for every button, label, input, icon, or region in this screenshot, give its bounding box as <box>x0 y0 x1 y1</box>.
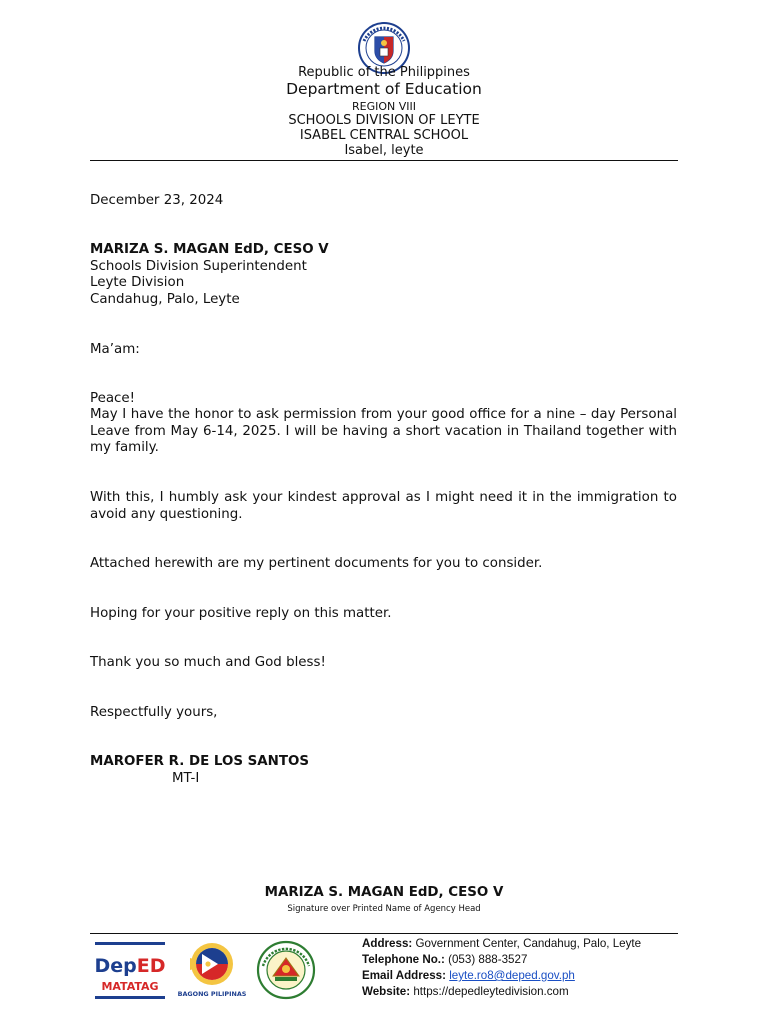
deped-matatag-logo-icon <box>94 940 166 1000</box>
body-paragraph: With this, I humbly ask your kindest approval as I might need it in the immigration to avoid any questioning. <box>90 490 677 522</box>
bagong-pilipinas-logo-icon <box>176 936 248 998</box>
body-paragraph: Attached herewith are my pertinent documents for you to consider. <box>90 556 543 571</box>
recipient-name: MARIZA S. MAGAN EdD, CESO V <box>90 242 329 257</box>
sender-name: MAROFER R. DE LOS SANTOS <box>90 754 310 769</box>
signature-caption: Signature over Printed Name of Agency Head <box>287 904 481 914</box>
footer-address <box>362 937 641 950</box>
header-divider <box>90 160 678 161</box>
telephone-value: (053) 888-3527 <box>448 953 528 966</box>
closing: Respectfully yours, <box>90 705 218 720</box>
footer-telephone <box>362 953 527 966</box>
school-location: Isabel, leyte <box>344 143 424 158</box>
website-value: https://depedleytedivision.com <box>413 985 569 998</box>
school-name: ISABEL CENTRAL SCHOOL <box>299 128 469 143</box>
email-label: Email Address: <box>362 969 446 982</box>
division-label: SCHOOLS DIVISION OF LEYTE <box>288 113 480 128</box>
address-value: Government Center, Candahug, Palo, Leyte <box>415 937 642 950</box>
department-title: Department of Education <box>286 80 482 98</box>
region-label: REGION VIII <box>351 100 416 113</box>
email-link[interactable]: leyte.ro8@deped.gov.ph <box>449 969 575 982</box>
letter-date: December 23, 2024 <box>90 193 224 208</box>
telephone-label: Telephone No.: <box>362 953 445 966</box>
salutation: Ma’am: <box>90 342 140 357</box>
footer-website <box>362 985 569 998</box>
division-of-leyte-seal-icon <box>253 940 319 1000</box>
recipient-division: Leyte Division <box>90 275 185 290</box>
body-paragraph: Hoping for your positive reply on this matter. <box>90 606 392 621</box>
svg-text:DepED: DepED <box>94 955 166 977</box>
address-label: Address: <box>362 937 413 950</box>
agency-head-name: MARIZA S. MAGAN EdD, CESO V <box>264 885 504 900</box>
greeting: Peace! <box>90 391 136 406</box>
republic-label: Republic of the Philippines <box>298 65 470 80</box>
footer-email <box>362 969 575 982</box>
body-paragraph: May I have the honor to ask permission from your good office for a nine – day Personal Leave from May 6-14, 2025. I will be having a short vacation in Thailand together with my family. <box>90 407 677 455</box>
website-label: Website: <box>362 985 411 998</box>
body-paragraph: Thank you so much and God bless! <box>90 655 326 670</box>
svg-text:MATATAG: MATATAG <box>101 980 159 993</box>
footer-divider <box>90 933 678 934</box>
svg-text:BAGONG PILIPINAS: BAGONG PILIPINAS <box>177 990 247 998</box>
recipient-address: Candahug, Palo, Leyte <box>90 292 240 307</box>
sender-position: MT-I <box>172 771 200 786</box>
recipient-title: Schools Division Superintendent <box>90 259 307 274</box>
